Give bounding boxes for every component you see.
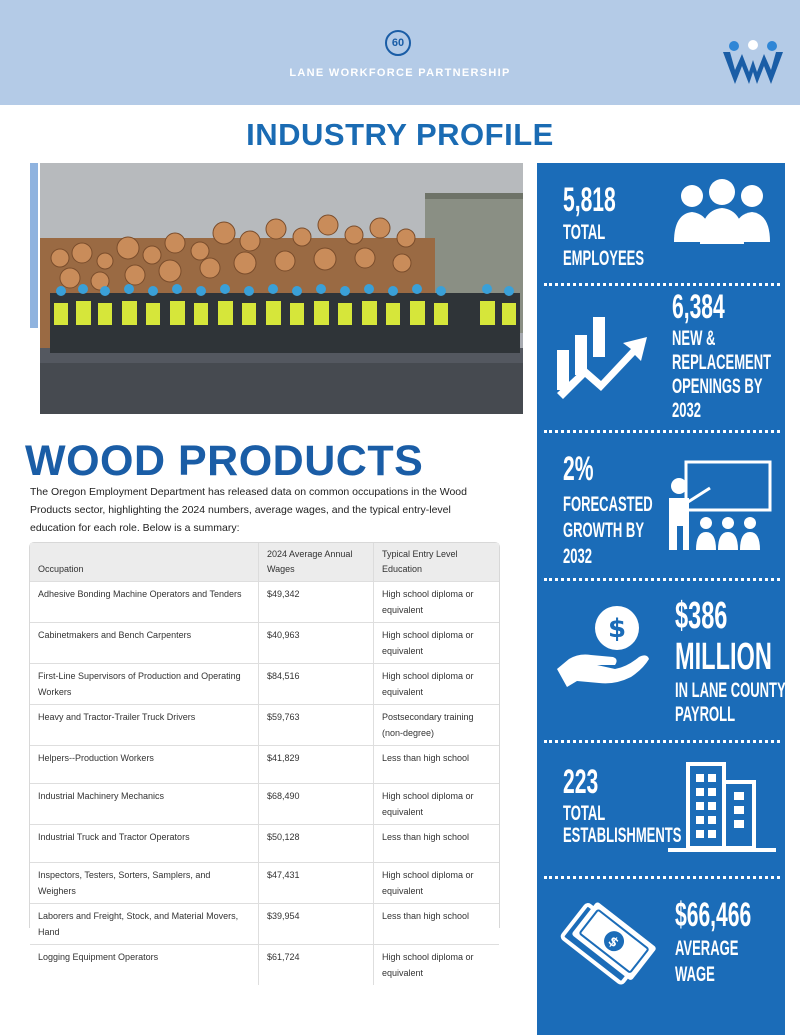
occupation-cell: Heavy and Tractor-Trailer Truck Drivers: [30, 705, 259, 746]
section-title: WOOD PRODUCTS: [25, 437, 424, 485]
payroll-value-unit: MILLION: [675, 636, 772, 678]
page-number: 60: [385, 30, 411, 56]
table-header-row: [30, 543, 499, 582]
occupation-cell: First-Line Supervisors of Production and Operating Workers: [30, 664, 259, 705]
divider: [544, 430, 780, 433]
table-row: [30, 705, 499, 746]
growth-value: 2%: [563, 450, 594, 488]
occupation-cell: Laborers and Freight, Stock, and Material Movers, Hand: [30, 904, 259, 945]
divider: [544, 876, 780, 879]
organization-logo-icon: [720, 38, 786, 86]
education-cell: High school diploma or equivalent: [374, 784, 500, 825]
hand-coin-icon: [555, 603, 655, 688]
wage-cell: $39,954: [259, 904, 374, 945]
wage-value: $66,466: [675, 896, 752, 934]
occupation-cell: Inspectors, Testers, Sorters, Samplers, and Weighers: [30, 863, 259, 904]
establishments-value: 223: [563, 763, 599, 801]
org-name: LANE WORKFORCE PARTNERSHIP: [289, 67, 511, 79]
table-row: [30, 825, 499, 863]
wage-cell: $61,724: [259, 945, 374, 986]
employees-label-2: EMPLOYEES: [563, 247, 645, 270]
openings-label-2: REPLACEMENT: [672, 351, 772, 374]
growth-label-3: 2032: [563, 545, 592, 568]
building-icon: [668, 760, 776, 855]
growth-label-1: FORECASTED: [563, 493, 653, 516]
education-cell: Less than high school: [374, 904, 500, 945]
table-row: [30, 784, 499, 825]
wage-cell: $68,490: [259, 784, 374, 825]
accent-bar: [30, 163, 38, 328]
growth-chart-icon: [555, 305, 650, 400]
openings-label-3: OPENINGS BY: [672, 375, 763, 398]
people-group-icon: [672, 178, 772, 246]
divider: [544, 283, 780, 286]
svg-text:$: $: [604, 933, 622, 952]
occupation-table: [29, 542, 500, 978]
divider: [544, 578, 780, 581]
table-row: [30, 623, 499, 664]
wage-cell: $50,128: [259, 825, 374, 863]
wage-cell: $49,342: [259, 582, 374, 623]
column-header: Typical Entry Level Education: [374, 543, 500, 582]
education-cell: Less than high school: [374, 746, 500, 784]
education-cell: High school diploma or equivalent: [374, 945, 500, 986]
occupation-cell: Cabinetmakers and Bench Carpenters: [30, 623, 259, 664]
establishments-label-2: ESTABLISHMENTS: [563, 824, 682, 847]
education-cell: High school diploma or equivalent: [374, 623, 500, 664]
education-cell: Postsecondary training (non-degree): [374, 705, 500, 746]
education-cell: High school diploma or equivalent: [374, 863, 500, 904]
education-cell: High school diploma or equivalent: [374, 664, 500, 705]
page-header: [0, 0, 800, 105]
wage-cell: $59,763: [259, 705, 374, 746]
table-row: [30, 904, 499, 945]
occupation-cell: Logging Equipment Operators: [30, 945, 259, 986]
education-cell: High school diploma or equivalent: [374, 582, 500, 623]
wage-label-1: AVERAGE: [675, 937, 739, 960]
establishments-label-1: TOTAL: [563, 802, 606, 825]
presentation-icon: [664, 458, 774, 553]
table-row: [30, 664, 499, 705]
wage-cell: $41,829: [259, 746, 374, 784]
growth-label-2: GROWTH BY: [563, 519, 645, 542]
employees-label-1: TOTAL: [563, 221, 606, 244]
occupation-cell: Industrial Truck and Tractor Operators: [30, 825, 259, 863]
occupation-cell: Adhesive Bonding Machine Operators and Tenders: [30, 582, 259, 623]
money-bills-icon: [553, 893, 658, 993]
wage-label-2: WAGE: [675, 963, 715, 986]
openings-value: 6,384: [672, 288, 725, 326]
wage-cell: $40,963: [259, 623, 374, 664]
openings-label-1: NEW &: [672, 327, 716, 350]
payroll-label-1: IN LANE COUNTY: [675, 679, 786, 702]
occupation-cell: Helpers--Production Workers: [30, 746, 259, 784]
divider: [544, 740, 780, 743]
table-row: [30, 945, 499, 986]
table-row: [30, 863, 499, 904]
table-row: [30, 582, 499, 623]
svg-text:$: $: [607, 614, 627, 644]
table-row: [30, 746, 499, 784]
occupation-cell: Industrial Machinery Mechanics: [30, 784, 259, 825]
education-cell: Less than high school: [374, 825, 500, 863]
employees-value: 5,818: [563, 181, 616, 219]
openings-label-4: 2032: [672, 399, 701, 422]
wage-cell: $84,516: [259, 664, 374, 705]
column-header: 2024 Average Annual Wages: [259, 543, 374, 582]
payroll-value: $386: [675, 595, 728, 637]
wage-cell: $47,431: [259, 863, 374, 904]
group-photo-image: [40, 163, 523, 414]
page-title: INDUSTRY PROFILE: [246, 117, 554, 152]
column-header: Occupation: [30, 543, 259, 582]
intro-paragraph: The Oregon Employment Department has released data on common occupations in the Wood Products sector, highlighting the 2024 numbers, average wages, and the typical entry-level education for each role. Below is a summary:: [30, 486, 467, 534]
payroll-label-2: PAYROLL: [675, 703, 736, 726]
